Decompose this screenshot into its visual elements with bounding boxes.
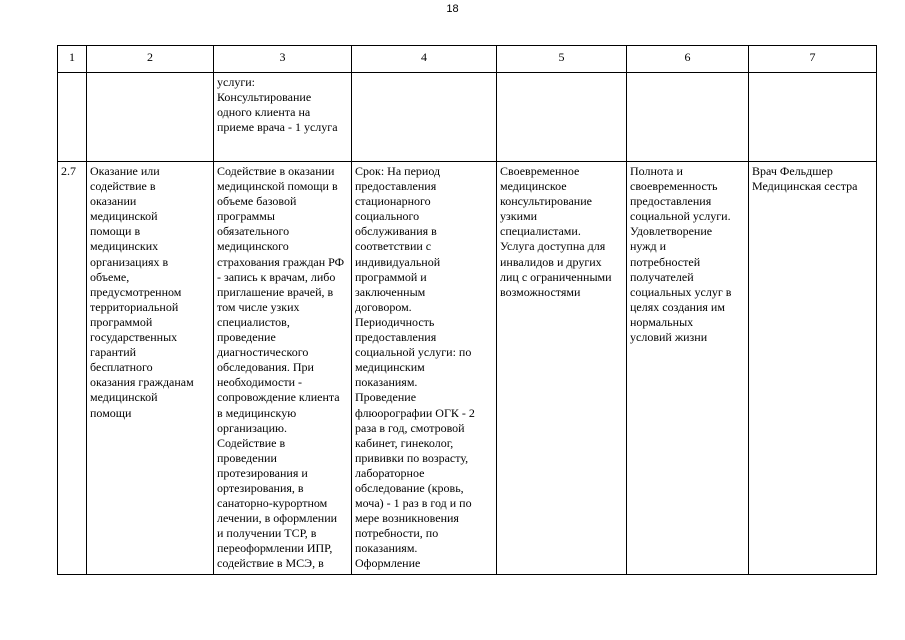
service-description-cell: Содействие в оказании медицинской помощи в объеме базовой программы обязательного медицинского страхования граждан РФ - запись к врачам, либо приглашение врачей, в том числе узких специалистов, проведение диагностического обследования. При необходимости - сопровождение клиента в медицинскую организацию. Содействие в проведении протезирования и ортезирования, в санаторно-курортном лечении, в оформлении и получении ТСР, в переоформлении ИПР, содействие в МСЭ, в	[214, 162, 352, 575]
table-cell	[87, 73, 214, 162]
column-header: 3	[214, 46, 352, 73]
table-cell	[749, 73, 877, 162]
column-header: 4	[352, 46, 497, 73]
responsible-staff-cell: Врач Фельдшер Медицинская сестра	[749, 162, 877, 575]
table-cell	[497, 73, 627, 162]
service-terms-cell: Срок: На период предоставления стационарного социального обслуживания в соответствии с индивидуальной программой и заключенным договором. Периодичность предоставления социальной услуги: по медицинским показаниям. Проведение флюорографии ОГК - 2 раза в год, смотровой кабинет, гинеколог, прививки по возрасту, лабораторное обследование (кровь, моча) - 1 раз в год и по мере возникновения потребности, по показаниям. Оформление	[352, 162, 497, 575]
table-cell	[627, 73, 749, 162]
table-cell	[352, 73, 497, 162]
quality-indicators-cell: Своевременное медицинское консультирование узкими специалистами. Услуга доступна для инвалидов и других лиц с ограниченными возможностями	[497, 162, 627, 575]
column-header: 5	[497, 46, 627, 73]
services-table	[57, 45, 877, 575]
table-row	[58, 162, 877, 575]
row-number-cell: 2.7	[58, 162, 87, 575]
page-number: 18	[446, 3, 459, 15]
column-header: 1	[58, 46, 87, 73]
table-header-row	[58, 46, 877, 73]
column-header: 6	[627, 46, 749, 73]
table-cell	[58, 73, 87, 162]
evaluation-conditions-cell: Полнота и своевременность предоставления социальной услуги. Удовлетворение нужд и потребностей получателей социальных услуг в целях создания им нормальных условий жизни	[627, 162, 749, 575]
column-header: 2	[87, 46, 214, 73]
column-header: 7	[749, 46, 877, 73]
table-row	[58, 73, 877, 162]
table-cell: услуги: Консультирование одного клиента на приеме врача - 1 услуга	[214, 73, 352, 162]
service-name-cell: Оказание или содействие в оказании медицинской помощи в медицинских организациях в объеме, предусмотренном территориальной программой государственных гарантий бесплатного оказания гражданам медицинской помощи	[87, 162, 214, 575]
